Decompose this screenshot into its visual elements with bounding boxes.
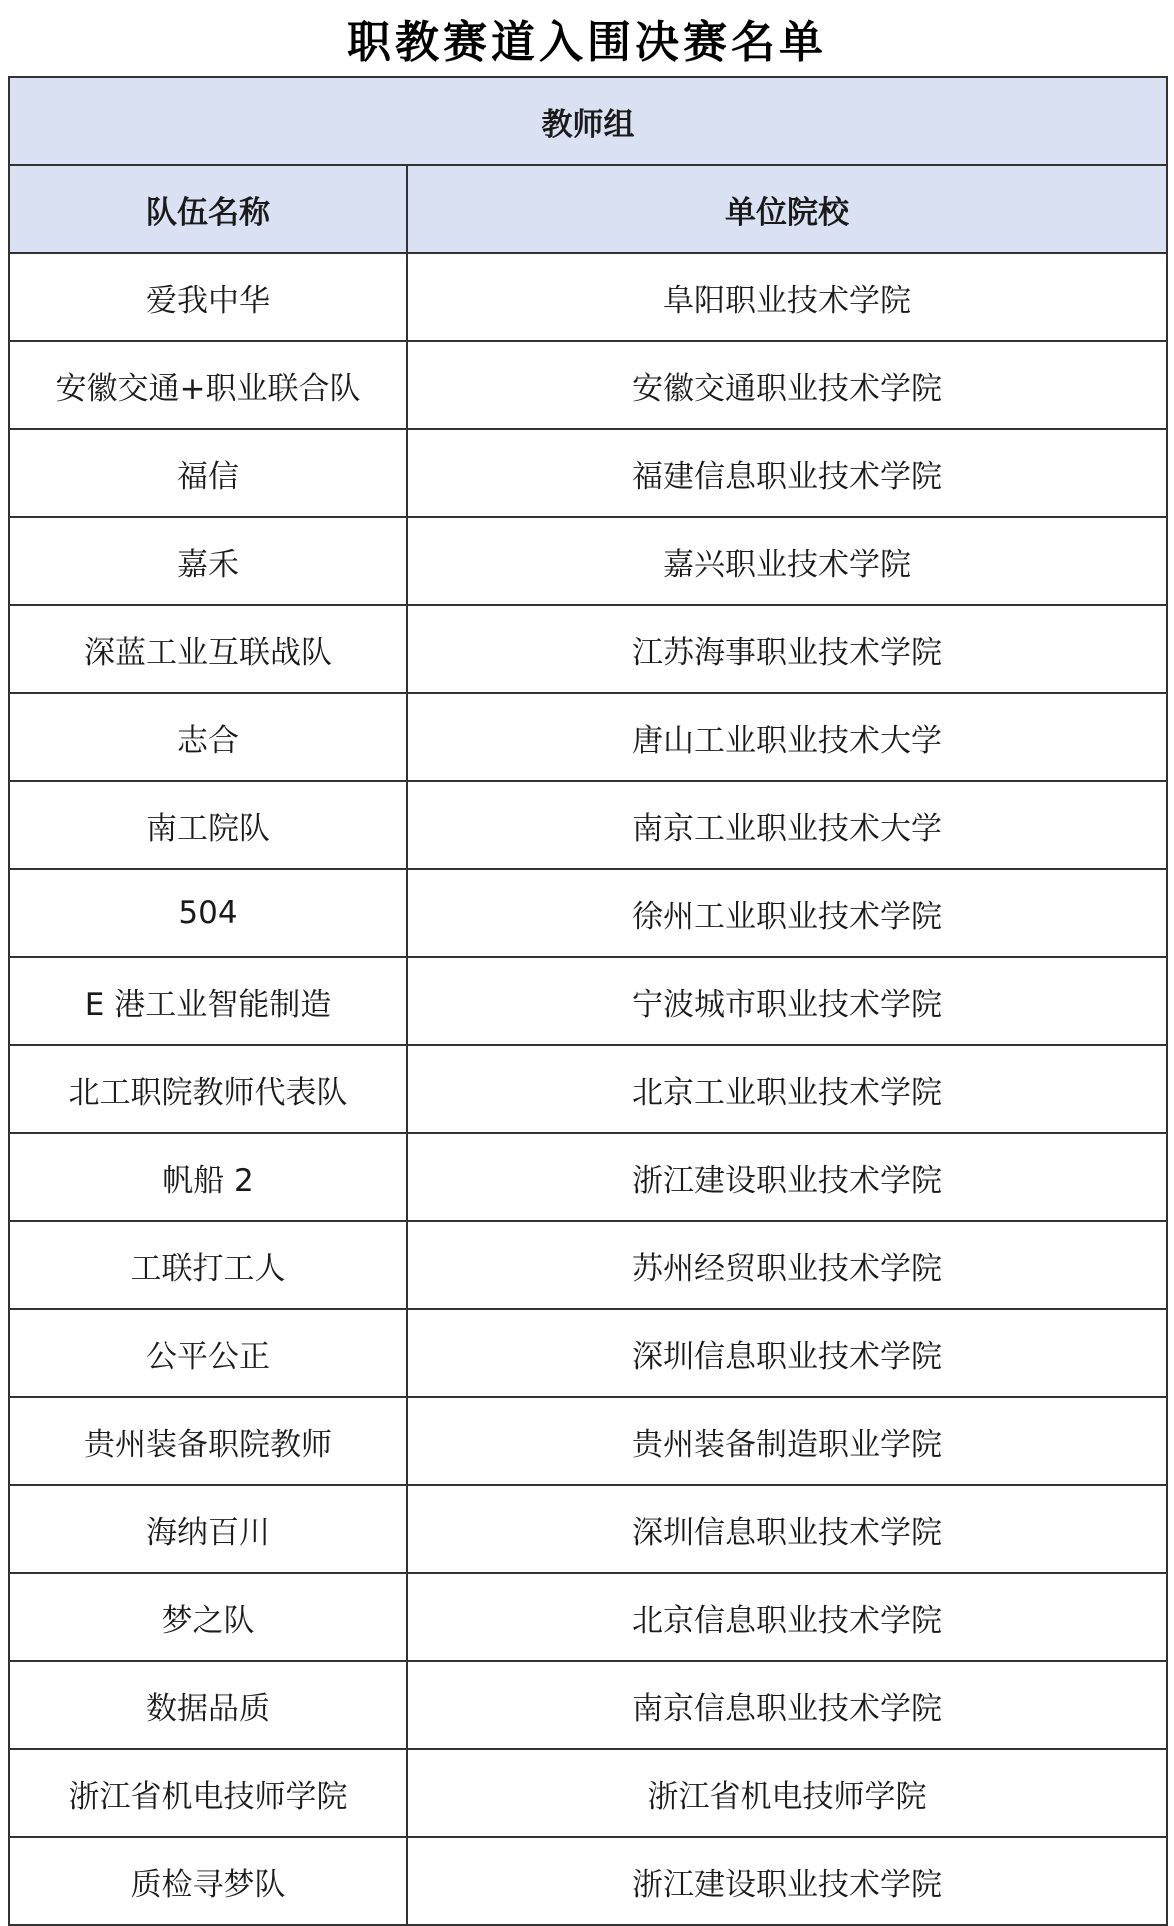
team-name-cell: 贵州装备职院教师 xyxy=(9,1397,407,1485)
table-row xyxy=(9,869,1167,957)
table-row xyxy=(9,1309,1167,1397)
table-row xyxy=(9,1397,1167,1485)
column-header-institution: 单位院校 xyxy=(407,165,1167,253)
table-row xyxy=(9,429,1167,517)
institution-cell: 南京信息职业技术学院 xyxy=(407,1661,1167,1749)
column-header-row xyxy=(9,165,1167,253)
team-name-cell: 深蓝工业互联战队 xyxy=(9,605,407,693)
team-name-cell: 海纳百川 xyxy=(9,1485,407,1573)
institution-cell: 深圳信息职业技术学院 xyxy=(407,1309,1167,1397)
table-row xyxy=(9,341,1167,429)
table-row xyxy=(9,781,1167,869)
institution-cell: 深圳信息职业技术学院 xyxy=(407,1485,1167,1573)
table-row xyxy=(9,1573,1167,1661)
page-title: 职教赛道入围决赛名单 xyxy=(347,17,827,68)
institution-cell: 安徽交通职业技术学院 xyxy=(407,341,1167,429)
table-row xyxy=(9,605,1167,693)
team-name-cell: E 港工业智能制造 xyxy=(9,957,407,1045)
team-name-cell: 公平公正 xyxy=(9,1309,407,1397)
team-name-cell: 工联打工人 xyxy=(9,1221,407,1309)
team-name-cell: 北工职院教师代表队 xyxy=(9,1045,407,1133)
table-row xyxy=(9,1837,1167,1925)
institution-cell: 唐山工业职业技术大学 xyxy=(407,693,1167,781)
table-row xyxy=(9,1749,1167,1837)
team-name-cell: 福信 xyxy=(9,429,407,517)
institution-cell: 北京信息职业技术学院 xyxy=(407,1573,1167,1661)
institution-cell: 南京工业职业技术大学 xyxy=(407,781,1167,869)
institution-cell: 阜阳职业技术学院 xyxy=(407,253,1167,341)
institution-cell: 贵州装备制造职业学院 xyxy=(407,1397,1167,1485)
institution-cell: 徐州工业职业技术学院 xyxy=(407,869,1167,957)
table-row xyxy=(9,957,1167,1045)
team-name-cell: 梦之队 xyxy=(9,1573,407,1661)
table-row xyxy=(9,1045,1167,1133)
table-row xyxy=(9,693,1167,781)
team-name-cell: 志合 xyxy=(9,693,407,781)
institution-cell: 北京工业职业技术学院 xyxy=(407,1045,1167,1133)
team-name-cell: 爱我中华 xyxy=(9,253,407,341)
team-name-cell: 浙江省机电技师学院 xyxy=(9,1749,407,1837)
table-body xyxy=(9,77,1167,1925)
team-name-cell: 嘉禾 xyxy=(9,517,407,605)
institution-cell: 宁波城市职业技术学院 xyxy=(407,957,1167,1045)
table-row xyxy=(9,1133,1167,1221)
institution-cell: 嘉兴职业技术学院 xyxy=(407,517,1167,605)
table-row xyxy=(9,253,1167,341)
group-header-row xyxy=(9,77,1167,165)
institution-cell: 浙江省机电技师学院 xyxy=(407,1749,1167,1837)
institution-cell: 浙江建设职业技术学院 xyxy=(407,1133,1167,1221)
finalist-table xyxy=(8,76,1168,1926)
team-name-cell: 数据品质 xyxy=(9,1661,407,1749)
team-name-cell: 帆船 2 xyxy=(9,1133,407,1221)
group-label: 教师组 xyxy=(9,77,1167,165)
team-name-cell: 南工院队 xyxy=(9,781,407,869)
table-row xyxy=(9,1661,1167,1749)
team-name-cell: 质检寻梦队 xyxy=(9,1837,407,1925)
team-name-cell: 504 xyxy=(9,869,407,957)
column-header-team-name: 队伍名称 xyxy=(9,165,407,253)
table-row xyxy=(9,1221,1167,1309)
table-row xyxy=(9,1485,1167,1573)
institution-cell: 苏州经贸职业技术学院 xyxy=(407,1221,1167,1309)
institution-cell: 福建信息职业技术学院 xyxy=(407,429,1167,517)
table-row xyxy=(9,517,1167,605)
institution-cell: 浙江建设职业技术学院 xyxy=(407,1837,1167,1925)
institution-cell: 江苏海事职业技术学院 xyxy=(407,605,1167,693)
team-name-cell: 安徽交通+职业联合队 xyxy=(9,341,407,429)
